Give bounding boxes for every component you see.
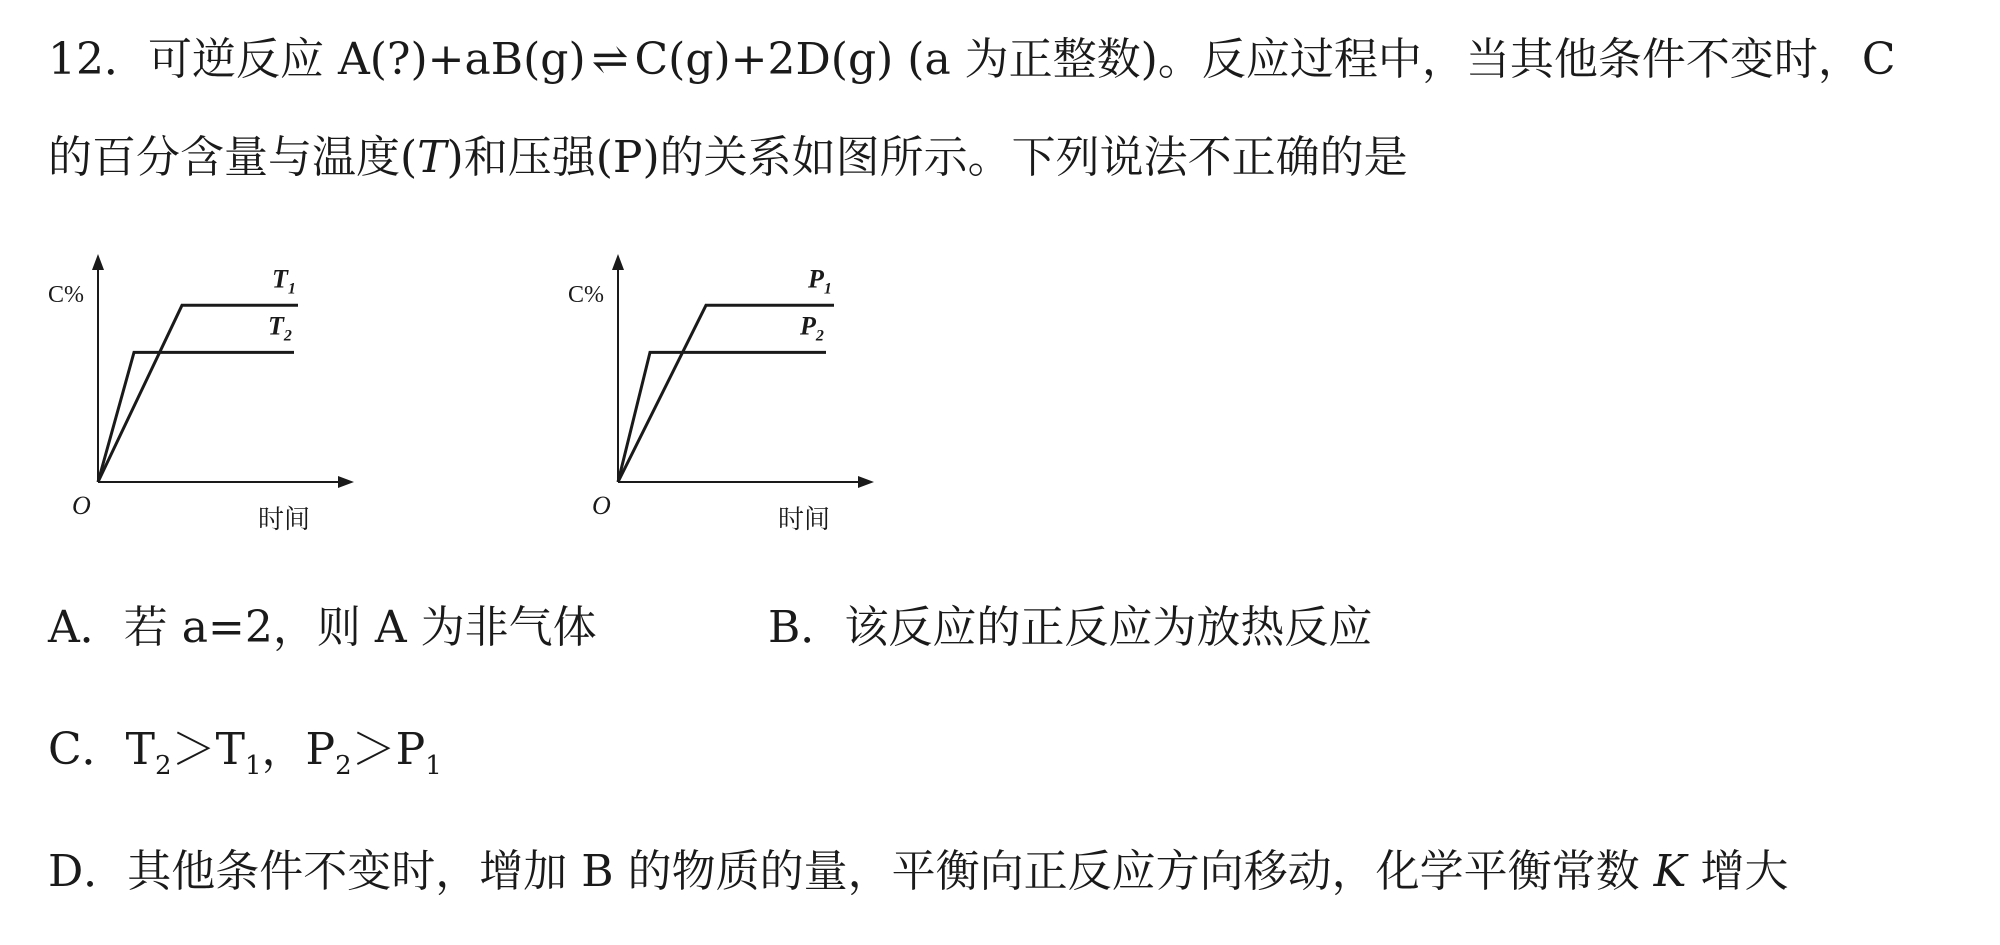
option-a[interactable]: A．若 a=2，则 A 为非气体 [48,602,597,653]
series-label-1: $T_1$ [272,264,296,298]
question-text-1a: 可逆反应 A(?)+aB(g) [148,34,586,85]
x-axis-arrow [858,476,874,488]
option-c-p2: P [305,724,336,775]
question-text-1b: C(g)+2D(g) (a 为正整数)。反应过程中，当其他条件不变时，C [634,34,1896,85]
series-label-sub-1: 1 [823,280,832,298]
series-label-2: $T_2$ [268,311,292,345]
option-d-text: D．其他条件不变时，增加 B 的物质的量，平衡向正反应方向移动，化学平衡常数 [48,846,1654,897]
option-c[interactable] [48,720,442,796]
option-c-gt2: ＞ [351,724,396,775]
origin-label: O [72,491,91,520]
question-text-2b: )和压强(P)的关系如图所示。下列说法不正确的是 [446,132,1408,183]
question-line-2 [48,128,1408,188]
chart-pressure [560,240,890,540]
option-c-p1-sub: 1 [425,751,442,781]
option-c-p1: P [395,724,426,775]
option-b[interactable]: B．该反应的正反应为放热反应 [768,602,1373,653]
option-c-t2: T [125,724,156,775]
question-text-2a: 的百分含量与温度( [48,132,418,183]
option-c-gt1: ＞ [171,724,216,775]
chart-temperature [40,240,370,540]
origin-label: O [592,491,611,520]
option-c-t1: T [215,724,245,775]
x-axis-arrow [338,476,354,488]
question-number: 12． [48,34,148,85]
series-label-2: $P_2$ [800,311,824,345]
series-label-1: $P_1$ [808,264,832,298]
option-c-p2-sub: 2 [335,751,352,781]
option-c-prefix: C． [48,724,126,775]
option-c-t1-sub: 1 [244,751,262,781]
option-d-suffix: 增大 [1686,846,1789,897]
y-axis-label: C% [48,282,84,308]
option-c-sep: ， [261,724,306,775]
y-axis-arrow [612,254,624,270]
equilibrium-constant-symbol: K [1653,846,1687,897]
question-line-1 [48,30,1896,90]
series-label-sub-2: 2 [815,327,824,345]
option-d[interactable] [48,842,1788,902]
series-label-sub-2: 2 [283,327,292,345]
series-label-sub-1: 1 [287,280,296,298]
y-axis-arrow [92,254,104,270]
option-c-t2-sub: 2 [155,751,172,781]
x-axis-label: 时间 [778,505,831,534]
x-axis-label: 时间 [258,505,311,534]
temperature-symbol: T [417,132,447,183]
reversible-arrow: ⇌ [591,34,629,85]
y-axis-label: C% [568,282,604,308]
